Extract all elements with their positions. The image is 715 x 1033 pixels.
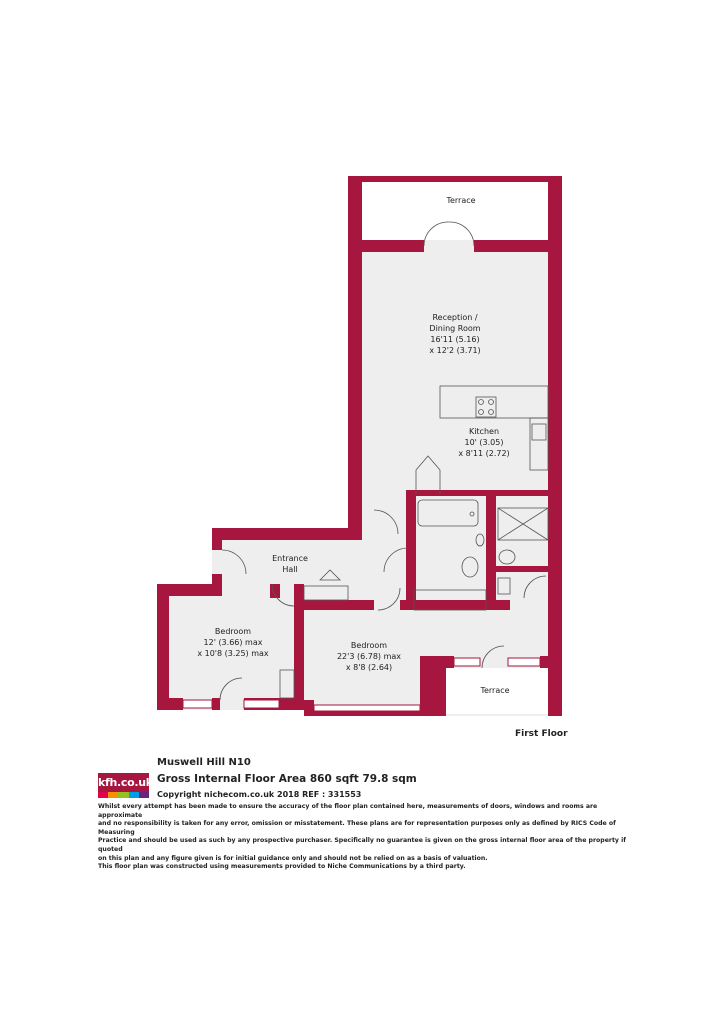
copyright-text: Copyright nichecom.co.uk 2018 REF : 331553 [157, 790, 362, 799]
terrace-top-label: Terrace [446, 196, 476, 205]
disclaimer [98, 803, 638, 872]
property-address: Muswell Hill N10 [157, 757, 251, 768]
floor-area-text: Gross Internal Floor Area 860 sqft 79.8 sqm [157, 773, 417, 785]
kitchen-dim-1: 10' (3.05) [464, 438, 504, 447]
reception-label-1: Reception / [432, 313, 478, 322]
kitchen-dim-2: x 8'11 (2.72) [458, 449, 510, 458]
hall-label-1: Entrance [272, 554, 308, 563]
terrace-top-area [362, 182, 548, 240]
kfh-logo [98, 773, 153, 798]
reception-dim-1: 16'11 (5.16) [430, 335, 480, 344]
bedroom1-label: Bedroom [214, 627, 252, 636]
logo-color-strip [98, 792, 149, 798]
strip-3 [118, 792, 128, 798]
terrace-bottom-label: Terrace [480, 686, 510, 695]
disclaimer-line: This floor plan was constructed using measurements provided to Niche Communications by a third party. [98, 863, 466, 871]
bedroom1-dim-2: x 10'8 (3.25) max [197, 649, 269, 658]
disclaimer-line: Practice and should be used as such by any prospective purchaser. Specifically no guarantee is given on the gross internal floor area of the property if quoted [98, 837, 626, 853]
kitchen-label: Kitchen [468, 427, 500, 436]
reception-label-2: Dining Room [429, 324, 481, 333]
hall-label-2: Hall [282, 565, 298, 574]
reception-dim-2: x 12'2 (3.71) [429, 346, 481, 355]
strip-2 [108, 792, 118, 798]
strip-1 [98, 792, 108, 798]
floor-label: First Floor [515, 729, 568, 739]
disclaimer-line: Whilst every attempt has been made to ensure the accuracy of the floor plan contained here, measurements of doors, windows and rooms are approximate [98, 803, 598, 819]
disclaimer-line: on this plan and any figure given is for initial guidance only and should not be relied on as a basis of valuation. [98, 854, 488, 862]
strip-4 [129, 792, 139, 798]
bedroom2-dim-1: 22'3 (6.78) max [336, 652, 402, 661]
bedroom2-label: Bedroom [350, 641, 388, 650]
disclaimer-line: and no responsibility is taken for any error, omission or misstatement. These plans are for representation purposes only as defined by RICS Code of Measuring [98, 820, 616, 836]
strip-5 [139, 792, 149, 798]
bedroom2-dim-2: x 8'8 (2.64) [345, 663, 393, 672]
bedroom1-dim-1: 12' (3.66) max [203, 638, 263, 647]
logo-text: kfh.co.uk [98, 773, 149, 792]
